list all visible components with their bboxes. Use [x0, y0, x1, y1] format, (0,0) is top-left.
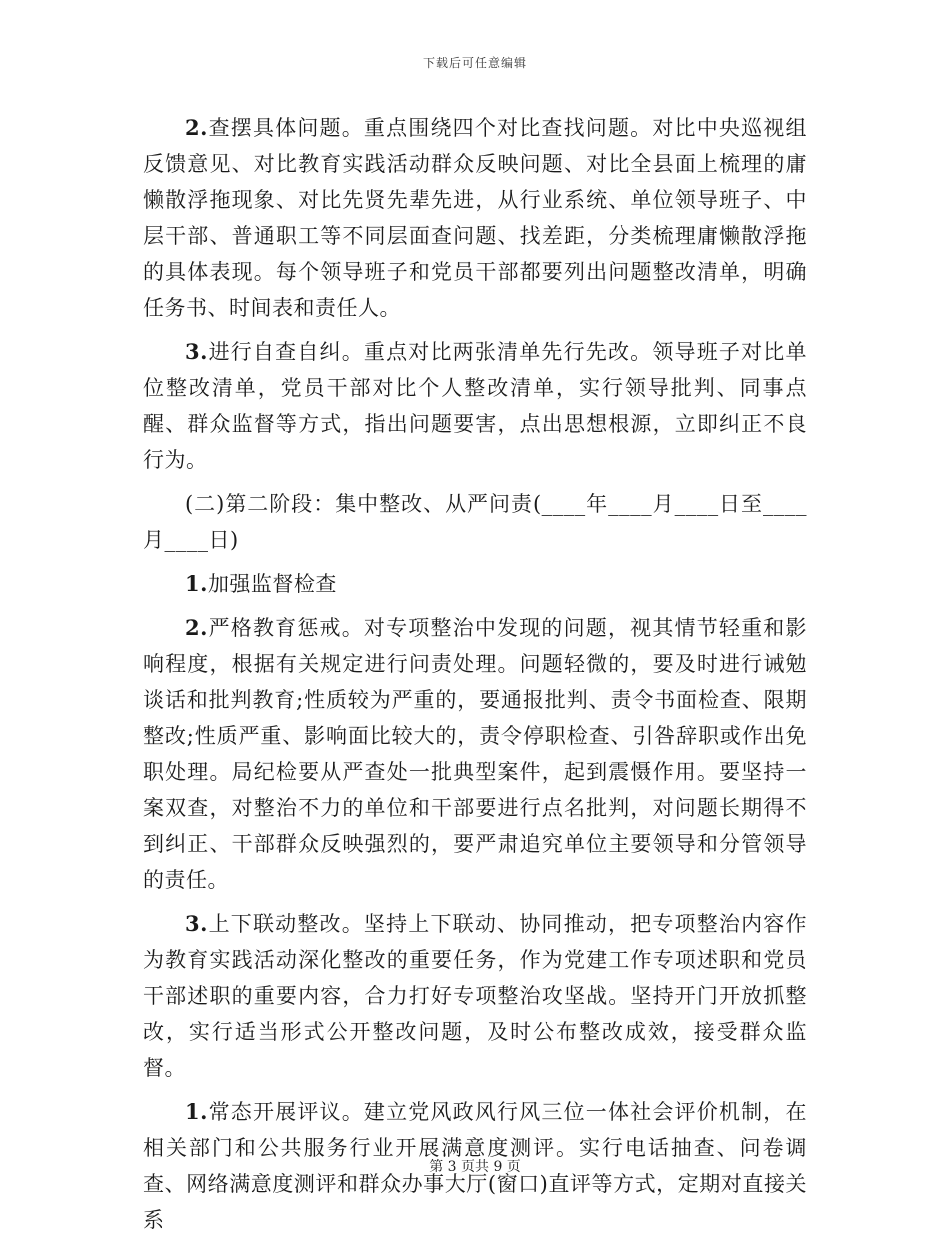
- item-number: 1.: [185, 571, 208, 596]
- paragraph-text: 查摆具体问题。重点围绕四个对比查找问题。对比中央巡视组反馈意见、对比教育实践活动群众反映问题、对比全县面上梳理的庸懒散浮拖现象、对比先贤先辈先进，从行业系统、单位领导班子、中层干部、普通职工等不同层面查问题、找差距，分类梳理庸懒散浮拖的具体表现。每个领导班子和党员干部都要列出问题整改清单，明确任务书、时间表和责任人。: [143, 116, 807, 320]
- paragraph-text: 常态开展评议。建立党风政风行风三位一体社会评价机制，在相关部门和公共服务行业开展满意度测评。实行电话抽查、问卷调查、网络满意度测评和群众办事大厅(窗口)直评等方式，定期对直接关系: [143, 1100, 807, 1232]
- paragraph-discipline: [143, 610, 807, 898]
- item-number: 3.: [185, 339, 208, 364]
- page-header: 下载后可任意编辑: [422, 56, 527, 70]
- item-number: 2.: [185, 115, 208, 140]
- paragraph-text: 加强监督检查: [207, 572, 337, 596]
- section-heading-stage-two: [143, 486, 807, 558]
- paragraph-supervision: [143, 566, 807, 602]
- paragraph-check-problems: [143, 110, 807, 326]
- page-footer: 第 3 页共 9 页: [429, 1159, 521, 1175]
- paragraph-text: 进行自查自纠。重点对比两张清单先行先改。领导班子对比单位整改清单，党员干部对比个人整改清单，实行领导批判、同事点醒、群众监督等方式，指出问题要害，点出思想根源，立即纠正不良行为。: [143, 340, 807, 472]
- item-number: 2.: [185, 615, 208, 640]
- paragraph-text: 严格教育惩戒。对专项整治中发现的问题，视其情节轻重和影响程度，根据有关规定进行问责处理。问题轻微的，要及时进行诫勉谈话和批判教育;性质较为严重的，要通报批判、责令书面检查、限期整改;性质严重、影响面比较大的，责令停职检查、引咎辞职或作出免职处理。局纪检要从严查处一批典型案件，起到震慑作用。要坚持一案双查，对整治不力的单位和干部要进行点名批判，对问题长期得不到纠正、干部群众反映强烈的，要严肃追究单位主要领导和分管领导的责任。: [143, 616, 807, 892]
- item-number: 3.: [185, 911, 208, 936]
- paragraph-text: 上下联动整改。坚持上下联动、协同推动，把专项整治内容作为教育实践活动深化整改的重要任务，作为党建工作专项述职和党员干部述职的重要内容，合力打好专项整治攻坚战。坚持开门开放抓整改，实行适当形式公开整改问题，及时公布整改成效，接受群众监督。: [143, 912, 807, 1080]
- document-body: [143, 110, 807, 1246]
- item-number: 1.: [185, 1099, 208, 1124]
- paragraph-joint-rectification: [143, 906, 807, 1086]
- paragraph-text: (二)第二阶段：集中整改、从严问责(____年____月____日至____月____日): [143, 492, 807, 552]
- paragraph-self-correction: [143, 334, 807, 478]
